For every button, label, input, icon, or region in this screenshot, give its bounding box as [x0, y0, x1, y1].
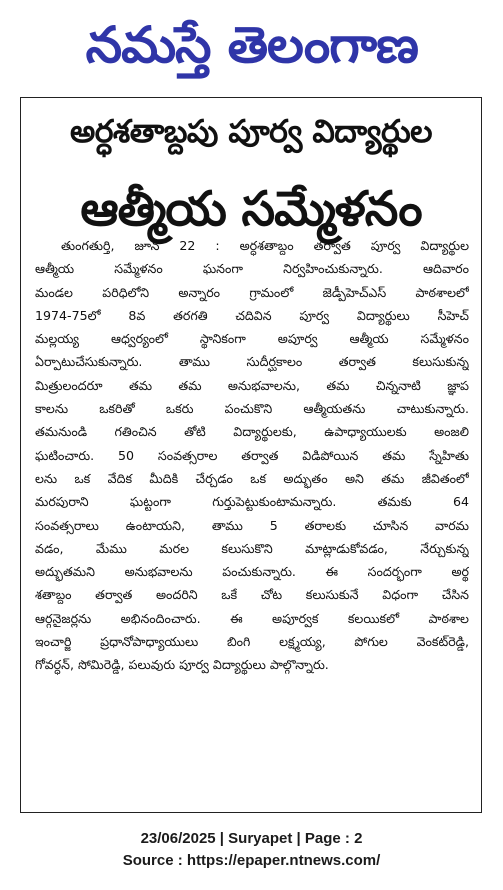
newspaper-logo: నమస్తే తెలంగాణ [85, 16, 418, 74]
headline-line-2: ఆత్మీయ సమ్మేళనం [80, 182, 422, 237]
article-body-line: మల్లయ్య ఆధ్వర్యంలో స్థానికంగా అపూర్వ ఆత్మీయ సమ్మేళనం [35, 331, 469, 347]
masthead [0, 0, 503, 90]
article-body-line: అద్భుతమని అనుభవాలను పంచుకున్నారు. ఈ సందర్భంగా అర్థ [35, 564, 469, 580]
article-body-line: లను ఒక వేదిక మీదికి చేర్చడం ఒక అద్భుతం అని తమ జీవితంలో [35, 470, 469, 486]
article-body-line: మండల పరిధిలోని అన్నారం గ్రామంలో జెడ్పీహెచ్ఎస్ పాఠశాలలో [35, 284, 469, 300]
article-body-line: 1974-75లో 8వ తరగతి చదివిన పూర్వ విద్యార్థులు సీహెచ్ [35, 307, 469, 323]
article-body [35, 234, 469, 677]
article-body-line: ఇంచార్జి ప్రధానోపాధ్యాయులు బింగి లక్ష్మయ్య, పోగుల వెంకట్‌రెడ్డి, [35, 634, 469, 650]
headline-line-1: అర్ధశతాబ్దపు పూర్వ విద్యార్థుల [69, 114, 432, 150]
edition-info: 23/06/2025 | Suryapet | Page : 2 [140, 830, 363, 847]
article-body-line: ఘటించారు. 50 సంవత్సరాల తర్వాత విడిపోయిన తమ స్నేహితు [35, 447, 469, 463]
article-body-line: సంవత్సరాలు ఉంటాయని, తాము 5 తరాలకు చూసిన వారమ [35, 517, 469, 533]
article-body-line: తమనుండి గతించిన తోటి విద్యార్థులకు, ఉపాధ్యాయులకు అంజలి [35, 424, 469, 440]
article-body-line: ఆర్గనైజర్లను అభినందించారు. ఈ అపూర్వక కలయికలో పాఠశాల [35, 610, 469, 626]
article-body-line: ఆత్మీయ సమ్మేళనం ఘనంగా నిర్వహించుకున్నారు. ఆదివారం [35, 261, 469, 277]
article-body-line: తుంగతుర్తి, జూన్ 22 : అర్ధశతాబ్దం తర్వాత పూర్వ విద్యార్థుల [61, 238, 469, 253]
article-body-line: శతాబ్దం తర్వాత అందరిని ఒకే చోట కలుసుకునే విధంగా చేసిన [35, 587, 469, 603]
source-link[interactable]: Source : https://epaper.ntnews.com/ [122, 852, 381, 869]
article-body-line: మరపురాని ఘట్టంగా గుర్తుపెట్టుకుంటామన్నారు. తమకు 64 [35, 494, 469, 510]
article-body-line: గోవర్ధన్, సోమిరెడ్డి, పలువురు పూర్వ విద్యార్థులు పాల్గొన్నారు. [35, 657, 329, 673]
article-body-line: మిత్రులందరూ తమ తమ అనుభవాలను, తమ చిన్ననాటి జ్ఞాప [35, 377, 469, 393]
article-clipping [20, 97, 482, 813]
article-body-line: ఏర్పాటుచేసుకున్నారు. తాము సుదీర్ఘకాలం తర్వాత కలుసుకున్న [35, 354, 469, 370]
article-body-line: వడం, మేము మరల కలుసుకొని మాట్లాడుకోవడం, నేర్చుకున్న [35, 540, 469, 556]
article-body-line: కాలను ఒకరితో ఒకరు పంచుకొని ఆత్మీయతను చాటుకున్నారు. [35, 401, 469, 417]
